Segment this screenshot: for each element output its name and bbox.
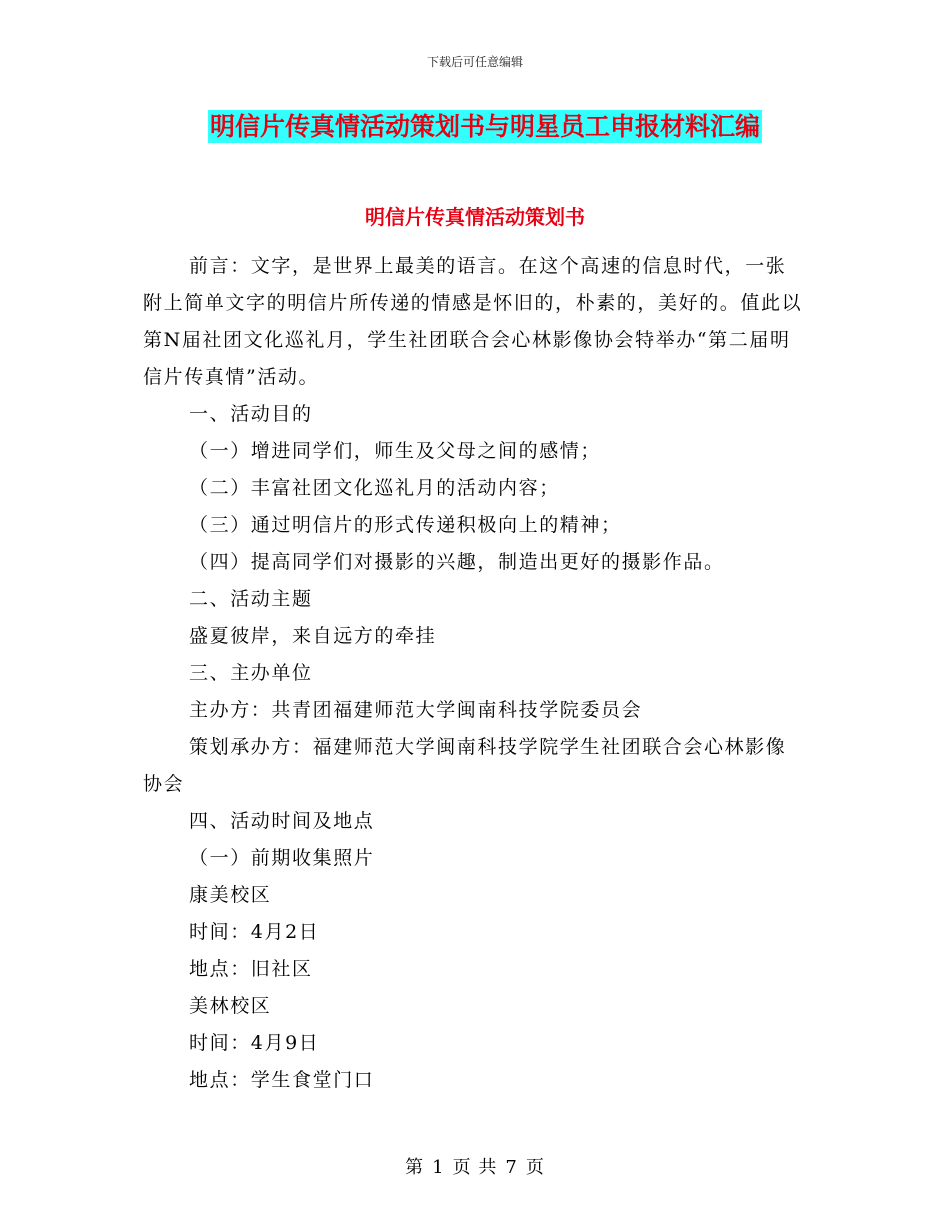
page-footer xyxy=(0,1153,950,1179)
location-text: 地点：学生食堂门口 xyxy=(189,1069,375,1091)
list-item: （一）前期收集照片 xyxy=(189,847,375,869)
page-label-prefix: 第 xyxy=(405,1157,425,1178)
list-item: （四）提高同学们对摄影的兴趣，制造出更好的摄影作品。 xyxy=(189,551,725,573)
section-heading-time-place: 四、活动时间及地点 xyxy=(189,810,375,832)
list-item: （二）丰富社团文化巡礼月的活动内容； xyxy=(189,477,560,499)
current-page-number: 1 xyxy=(432,1157,445,1178)
preface-paragraph: 前言：文字，是世界上最美的语言。在这个高速的信息时代，一张附上简单文字的明信片所传递的情感是怀旧的，朴素的，美好的。值此以第N届社团文化巡礼月，学生社团联合会心林影像协会特举办“第二届明信片传真情”活动。 xyxy=(143,255,803,388)
total-pages-number: 7 xyxy=(505,1157,518,1178)
section-title: 明信片传真情活动策划书 xyxy=(365,205,585,229)
organizer-text: 主办方：共青团福建师范大学闽南科技学院委员会 xyxy=(189,699,643,721)
list-item: （一）增进同学们，师生及父母之间的感情； xyxy=(189,440,602,462)
co-organizer-text: 策划承办方：福建师范大学闽南科技学院学生社团联合会心林影像协会 xyxy=(143,736,787,795)
campus-name: 美林校区 xyxy=(189,995,272,1017)
location-text: 地点：旧社区 xyxy=(189,958,313,980)
theme-text: 盛夏彼岸，来自远方的牵挂 xyxy=(189,625,437,647)
main-title: 明信片传真情活动策划书与明星员工申报材料汇编 xyxy=(210,112,761,141)
section-heading-theme: 二、活动主题 xyxy=(189,588,313,610)
section-heading-organizer: 三、主办单位 xyxy=(189,662,313,684)
main-title-container xyxy=(208,110,762,143)
time-text: 时间：4月2日 xyxy=(189,921,320,943)
section-heading-purpose: 一、活动目的 xyxy=(189,403,313,425)
campus-name: 康美校区 xyxy=(189,884,272,906)
document-body xyxy=(143,248,803,1099)
list-item: （三）通过明信片的形式传递积极向上的精神； xyxy=(189,514,622,536)
page-label-mid: 页 共 xyxy=(452,1157,498,1178)
time-text: 时间：4月9日 xyxy=(189,1032,320,1054)
header-note: 下载后可任意编辑 xyxy=(426,55,523,69)
page-label-suffix: 页 xyxy=(525,1157,545,1178)
